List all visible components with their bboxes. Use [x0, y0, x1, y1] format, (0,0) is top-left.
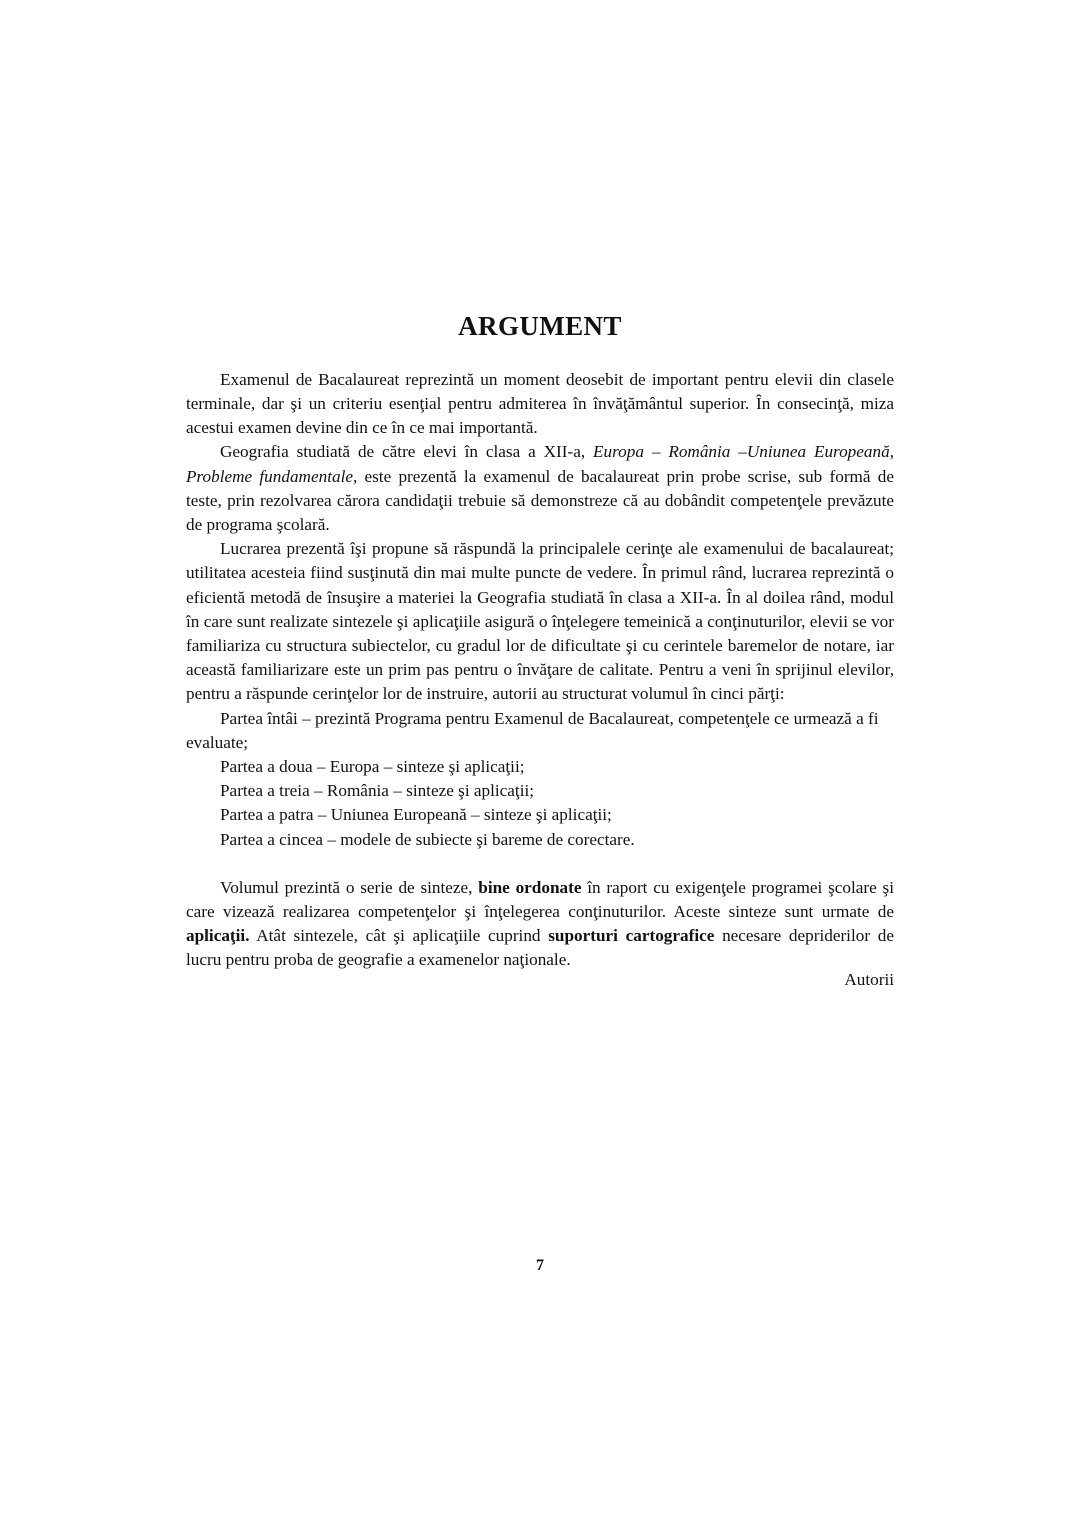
title-probleme-fundamentale: Probleme fundamentale: [186, 466, 353, 486]
page-number: 7: [536, 1257, 544, 1274]
volumul-seg-2: în raport cu exigenţele programei şcolare şi care vizează realizarea competenţelor şi înţelegerea conţinuturilor. Aceste sinteze sunt urmate de: [186, 877, 895, 921]
volumul-seg-0: Volumul prezintă o serie de sinteze,: [220, 877, 479, 897]
list-item-partea-a-treia: Partea a treia – România – sinteze şi aplicaţii;: [220, 781, 535, 801]
volumul-bold-bine-ordonate: bine ordonate: [478, 877, 582, 897]
paragraph-spacer: [186, 852, 894, 876]
paragraph-intro: Examenul de Bacalaureat reprezintă un moment deosebit de important pentru elevii din clasele terminale, dar şi un criteriu esenţial pentru admiterea în învăţământul superior. În consecinţă, miza acestui examen devine din ce în ce mai importantă.: [186, 369, 894, 438]
volumul-seg-6: necesare depriderilor de lucru pentru proba de geografie a examenelor naţionale.: [186, 926, 894, 970]
signature-autorii: Autorii: [844, 970, 894, 989]
page-content: [186, 312, 894, 973]
list-item-partea-a-doua: Partea a doua – Europa – sinteze şi aplicaţii;: [220, 756, 525, 776]
volumul-bold-aplicatii: aplicaţii.: [186, 926, 250, 946]
title-europa-romania-ue: Europa – România –Uniunea Europeană,: [593, 442, 894, 462]
paragraph-geografia-tail: , este prezentă la examenul de bacalaureat prin probe scrise, sub formă de teste, prin rezolvarea cărora candidaţii trebuie să demonstreze că au dobândit competenţele prevăzute de programa şcolară.: [186, 466, 894, 534]
paragraph-geografia-lead: Geografia studiată de către elevi în clasa a XII-a,: [220, 442, 594, 462]
list-item-partea-a-patra: Partea a patra – Uniunea Europeană – sinteze şi aplicaţii;: [220, 805, 612, 825]
page-title: ARGUMENT: [458, 311, 622, 341]
volumul-bold-suporturi-cartografice: suporturi cartografice: [548, 926, 715, 946]
list-item-partea-intai: Partea întâi – prezintă Programa pentru Examenul de Bacalaureat, competenţele ce urmează a fi evaluate;: [186, 708, 879, 752]
volumul-seg-4: Atât sintezele, cât şi aplicaţiile cuprind: [249, 926, 549, 946]
paragraph-volumul: [186, 876, 894, 973]
paragraph-geografia: [186, 440, 894, 537]
paragraph-lucrarea: Lucrarea prezentă îşi propune să răspundă la principalele cerinţe ale examenului de bacalaureat; utilitatea acesteia fiind susţinută din mai multe puncte de vedere. În primul rând, lucrarea reprezintă o eficientă metodă de însuşire a materiei la Geografia studiată în clasa a XII-a. În al doilea rând, modul în care sunt realizate sintezele şi aplicaţiile asigură o înţelegere temeinică a conţinuturilor, elevii se vor familiariza cu structura subiectelor, cu gradul lor de dificultate şi cu cerintele baremelor de notare, iar această familiarizare este un prim pas pentru o învăţare de calitate. Pentru a veni în sprijinul elevilor, pentru a răspunde cerinţelor lor de instruire, autorii au structurat volumul în cinci părţi:: [186, 539, 894, 704]
list-item-partea-a-cincea: Partea a cincea – modele de subiecte şi bareme de corectare.: [220, 829, 635, 849]
